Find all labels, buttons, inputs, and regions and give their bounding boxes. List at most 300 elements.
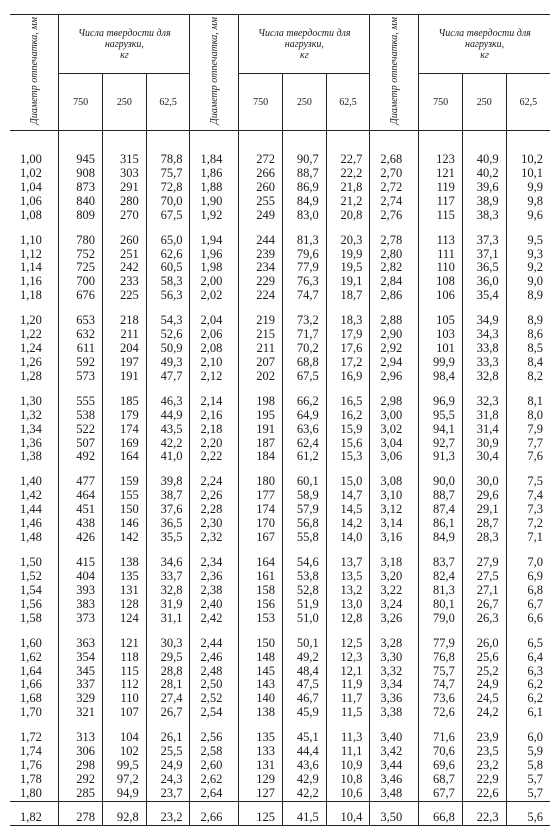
hardness-cell: 72,6 bbox=[419, 706, 463, 720]
hardness-cell: 6,7 bbox=[506, 598, 550, 612]
hardness-cell: 18,3 bbox=[326, 303, 370, 328]
hardness-cell: 303 bbox=[103, 167, 147, 181]
hardness-cell: 383 bbox=[59, 598, 103, 612]
hardness-cell: 21,8 bbox=[326, 181, 370, 195]
spacer-cell bbox=[146, 131, 190, 154]
hardness-cell: 33,7 bbox=[146, 570, 190, 584]
hardness-cell: 62,6 bbox=[146, 248, 190, 262]
table-row bbox=[10, 664, 550, 678]
diameter-cell: 3,14 bbox=[370, 517, 419, 531]
load-62-5-header: 62,5 bbox=[146, 74, 190, 131]
diameter-cell: 1,10 bbox=[20, 232, 42, 247]
hardness-cell: 337 bbox=[59, 678, 103, 692]
diameter-cell: 2,42 bbox=[190, 612, 239, 626]
table-row bbox=[10, 706, 550, 720]
hardness-cell: 84,9 bbox=[282, 195, 326, 209]
diameter-cell: 2,02 bbox=[190, 289, 239, 303]
load-750-header: 750 bbox=[239, 74, 283, 131]
hardness-cell: 96,9 bbox=[419, 384, 463, 409]
hardness-cell: 10,8 bbox=[326, 773, 370, 787]
hardness-cell: 69,6 bbox=[419, 759, 463, 773]
hardness-cell: 108 bbox=[419, 275, 463, 289]
hardness-cell: 8,9 bbox=[506, 289, 550, 303]
hardness-cell: 127 bbox=[239, 787, 283, 801]
hardness-cell: 66,8 bbox=[419, 801, 463, 825]
hardness-cell: 121 bbox=[103, 626, 147, 651]
diameter-cell: 3,08 bbox=[370, 464, 419, 489]
hardness-cell: 105 bbox=[419, 303, 463, 328]
hardness-cell: 143 bbox=[239, 678, 283, 692]
hardness-cell: 46,3 bbox=[146, 384, 190, 409]
hardness-cell: 42,2 bbox=[282, 787, 326, 801]
hardness-cell: 280 bbox=[103, 195, 147, 209]
diameter-cell: 2,08 bbox=[190, 342, 239, 356]
hardness-cell: 95,5 bbox=[419, 409, 463, 423]
hardness-cell: 306 bbox=[59, 745, 103, 759]
hardness-cell: 191 bbox=[103, 370, 147, 384]
hardness-cell: 125 bbox=[239, 801, 283, 825]
hardness-cell: 55,8 bbox=[282, 531, 326, 545]
diameter-cell: 3,40 bbox=[370, 720, 419, 745]
diameter-cell: 1,16 bbox=[20, 275, 42, 289]
hardness-cell: 292 bbox=[59, 773, 103, 787]
diameter-cell: 1,40 bbox=[20, 474, 42, 489]
spacer-cell bbox=[326, 131, 370, 154]
table-header bbox=[10, 15, 550, 131]
hardness-cell: 16,2 bbox=[326, 409, 370, 423]
hardness-cell: 840 bbox=[59, 195, 103, 209]
hardness-cell: 88,7 bbox=[282, 167, 326, 181]
hardness-cell: 48,4 bbox=[282, 664, 326, 678]
hardness-cell: 146 bbox=[103, 517, 147, 531]
hardness-cell: 21,2 bbox=[326, 195, 370, 209]
hardness-cell: 198 bbox=[239, 384, 283, 409]
table-row bbox=[10, 153, 550, 167]
table-row bbox=[10, 275, 550, 289]
table-row bbox=[10, 181, 550, 195]
hardness-cell: 82,4 bbox=[419, 570, 463, 584]
diameter-cell: 2,58 bbox=[190, 745, 239, 759]
hardness-cell: 9,0 bbox=[506, 275, 550, 289]
diameter-cell: 1,04 bbox=[20, 180, 42, 194]
spacer-cell bbox=[103, 131, 147, 154]
hardness-cell: 40,2 bbox=[462, 167, 506, 181]
hardness-cell: 7,0 bbox=[506, 545, 550, 570]
hardness-cell: 43,6 bbox=[282, 759, 326, 773]
hardness-cell: 54,3 bbox=[146, 303, 190, 328]
hardness-cell: 22,3 bbox=[462, 801, 506, 825]
table-row bbox=[10, 289, 550, 303]
header-spacer bbox=[10, 131, 550, 154]
hardness-cell: 90,7 bbox=[282, 153, 326, 167]
hardness-cell: 30,0 bbox=[462, 464, 506, 489]
hardness-cell: 522 bbox=[59, 423, 103, 437]
hardness-cell: 10,9 bbox=[326, 759, 370, 773]
diameter-cell: 2,24 bbox=[190, 464, 239, 489]
diameter-cell: 1,74 bbox=[20, 745, 42, 759]
hardness-cell: 64,9 bbox=[282, 409, 326, 423]
hardness-cell: 363 bbox=[59, 626, 103, 651]
load-250-header: 250 bbox=[282, 74, 326, 131]
hardness-header-1: Числа твердости для нагрузки, кг bbox=[59, 15, 190, 74]
hardness-cell: 13,5 bbox=[326, 570, 370, 584]
hardness-cell: 41,0 bbox=[146, 450, 190, 464]
diameter-cell: 1,12 bbox=[20, 247, 42, 261]
hardness-cell: 79,6 bbox=[282, 248, 326, 262]
hardness-cell: 10,4 bbox=[326, 801, 370, 825]
diameter-cell: 2,84 bbox=[370, 275, 419, 289]
diameter-cell: 2,16 bbox=[190, 409, 239, 423]
hardness-cell: 103 bbox=[419, 328, 463, 342]
diameter-cell: 1,52 bbox=[20, 569, 42, 584]
diameter-cell: 3,46 bbox=[370, 773, 419, 787]
diameter-cell: 2,62 bbox=[190, 773, 239, 787]
hardness-cell: 34,6 bbox=[146, 545, 190, 570]
hardness-cell: 507 bbox=[59, 437, 103, 451]
hardness-cell: 24,9 bbox=[462, 678, 506, 692]
hardness-cell: 6,1 bbox=[506, 706, 550, 720]
hardness-cell: 107 bbox=[103, 706, 147, 720]
diameter-cell: 3,22 bbox=[370, 584, 419, 598]
table-row bbox=[10, 450, 550, 464]
table-row bbox=[10, 409, 550, 423]
hardness-cell: 131 bbox=[239, 759, 283, 773]
hardness-cell: 37,1 bbox=[462, 248, 506, 262]
spacer-cell bbox=[59, 131, 103, 154]
diameter-cell: 2,46 bbox=[190, 651, 239, 665]
hardness-cell: 9,5 bbox=[506, 222, 550, 247]
table-row bbox=[10, 570, 550, 584]
hardness-cell: 25,6 bbox=[462, 651, 506, 665]
hardness-cell: 37,3 bbox=[462, 222, 506, 247]
table-row bbox=[10, 531, 550, 545]
diameter-cell: 3,06 bbox=[370, 450, 419, 464]
spacer-cell bbox=[239, 131, 283, 154]
diameter-cell: 1,22 bbox=[20, 328, 42, 342]
hardness-cell: 138 bbox=[103, 545, 147, 570]
hardness-cell: 9,9 bbox=[506, 181, 550, 195]
hardness-cell: 70,6 bbox=[419, 745, 463, 759]
hardness-cell: 28,1 bbox=[146, 678, 190, 692]
hardness-cell: 56,3 bbox=[146, 289, 190, 303]
diameter-cell: 1,80 bbox=[20, 786, 42, 800]
hardness-cell: 426 bbox=[59, 531, 103, 545]
spacer-cell bbox=[506, 131, 550, 154]
hardness-cell: 29,1 bbox=[462, 503, 506, 517]
hardness-cell: 155 bbox=[103, 489, 147, 503]
hardness-cell: 39,8 bbox=[146, 464, 190, 489]
diameter-cell: 1,20 bbox=[20, 313, 42, 328]
hardness-cell: 135 bbox=[239, 720, 283, 745]
hardness-cell: 99,9 bbox=[419, 356, 463, 370]
hardness-cell: 20,8 bbox=[326, 209, 370, 223]
diameter-cell: 2,74 bbox=[370, 195, 419, 209]
hardness-cell: 86,9 bbox=[282, 181, 326, 195]
hardness-cell: 185 bbox=[103, 384, 147, 409]
table-row bbox=[10, 801, 550, 825]
hardness-cell: 873 bbox=[59, 181, 103, 195]
hardness-cell: 119 bbox=[419, 181, 463, 195]
hardness-cell: 35,4 bbox=[462, 289, 506, 303]
hardness-cell: 285 bbox=[59, 787, 103, 801]
hardness-cell: 51,9 bbox=[282, 598, 326, 612]
hardness-cell: 33,3 bbox=[462, 356, 506, 370]
hardness-cell: 76,8 bbox=[419, 651, 463, 665]
hardness-cell: 234 bbox=[239, 261, 283, 275]
hardness-cell: 632 bbox=[59, 328, 103, 342]
hardness-cell: 45,1 bbox=[282, 720, 326, 745]
hardness-cell: 90,0 bbox=[419, 464, 463, 489]
hardness-cell: 174 bbox=[103, 423, 147, 437]
spacer-cell bbox=[282, 131, 326, 154]
diameter-cell: 1,82 bbox=[10, 801, 59, 825]
diameter-cell: 2,30 bbox=[190, 517, 239, 531]
diameter-header-2: Диаметр отпечатка, мм bbox=[190, 15, 239, 131]
hardness-cell: 117 bbox=[419, 195, 463, 209]
hardness-cell: 8,6 bbox=[506, 328, 550, 342]
hardness-cell: 27,9 bbox=[462, 545, 506, 570]
hardness-cell: 56,8 bbox=[282, 517, 326, 531]
hardness-cell: 22,6 bbox=[462, 787, 506, 801]
diameter-cell: 2,88 bbox=[370, 303, 419, 328]
hardness-cell: 47,7 bbox=[146, 370, 190, 384]
hardness-cell: 52,6 bbox=[146, 328, 190, 342]
hardness-cell: 39,6 bbox=[462, 181, 506, 195]
diameter-cell: 1,46 bbox=[20, 517, 42, 531]
hardness-cell: 133 bbox=[239, 745, 283, 759]
hardness-cell: 46,7 bbox=[282, 692, 326, 706]
hardness-cell: 373 bbox=[59, 612, 103, 626]
hardness-cell: 573 bbox=[59, 370, 103, 384]
diameter-header-1: Диаметр отпечатка, мм bbox=[10, 15, 59, 131]
hardness-cell: 94,1 bbox=[419, 423, 463, 437]
hardness-cell: 28,7 bbox=[462, 517, 506, 531]
hardness-cell: 164 bbox=[103, 450, 147, 464]
table-row bbox=[10, 328, 550, 342]
diameter-cell: 1,92 bbox=[190, 209, 239, 223]
hardness-cell: 14,0 bbox=[326, 531, 370, 545]
diameter-cell: 2,10 bbox=[190, 356, 239, 370]
hardness-cell: 204 bbox=[103, 342, 147, 356]
hardness-cell: 158 bbox=[239, 584, 283, 598]
hardness-cell: 11,9 bbox=[326, 678, 370, 692]
diameter-cell: 1,72 bbox=[20, 730, 42, 745]
hardness-cell: 50,1 bbox=[282, 626, 326, 651]
hardness-cell: 8,5 bbox=[506, 342, 550, 356]
table-row bbox=[10, 612, 550, 626]
hardness-cell: 50,9 bbox=[146, 342, 190, 356]
table-row bbox=[10, 167, 550, 181]
hardness-cell: 15,9 bbox=[326, 423, 370, 437]
hardness-cell: 34,9 bbox=[462, 303, 506, 328]
hardness-cell: 211 bbox=[239, 342, 283, 356]
hardness-cell: 92,8 bbox=[103, 801, 147, 825]
diameter-cell: 2,06 bbox=[190, 328, 239, 342]
hardness-cell: 161 bbox=[239, 570, 283, 584]
hardness-cell: 10,2 bbox=[506, 153, 550, 167]
diameter-cell: 1,44 bbox=[20, 503, 42, 517]
table-row bbox=[10, 503, 550, 517]
hardness-cell: 81,3 bbox=[419, 584, 463, 598]
hardness-cell: 138 bbox=[239, 706, 283, 720]
hardness-cell: 86,1 bbox=[419, 517, 463, 531]
hardness-header-2: Числа твердости для нагрузки, кг bbox=[239, 15, 370, 74]
table-row bbox=[10, 692, 550, 706]
hardness-cell: 780 bbox=[59, 222, 103, 247]
hardness-cell: 12,5 bbox=[326, 626, 370, 651]
diameter-cell: 1,18 bbox=[20, 289, 42, 303]
load-62-5-header: 62,5 bbox=[326, 74, 370, 131]
hardness-cell: 251 bbox=[103, 248, 147, 262]
hardness-cell: 15,6 bbox=[326, 437, 370, 451]
hardness-cell: 272 bbox=[239, 153, 283, 167]
diameter-cell: 1,86 bbox=[190, 167, 239, 181]
diameter-cell: 2,26 bbox=[190, 489, 239, 503]
hardness-cell: 28,8 bbox=[146, 664, 190, 678]
diameter-cell: 3,50 bbox=[370, 801, 419, 825]
hardness-cell: 8,9 bbox=[506, 303, 550, 328]
hardness-cell: 13,2 bbox=[326, 584, 370, 598]
hardness-cell: 41,5 bbox=[282, 801, 326, 825]
diameter-cell: 3,42 bbox=[370, 745, 419, 759]
hardness-cell: 28,3 bbox=[462, 531, 506, 545]
table-row bbox=[10, 195, 550, 209]
hardness-cell: 27,4 bbox=[146, 692, 190, 706]
diameter-cell: 2,40 bbox=[190, 598, 239, 612]
diameter-cell: 2,72 bbox=[370, 181, 419, 195]
table-row bbox=[10, 370, 550, 384]
hardness-cell: 6,3 bbox=[506, 664, 550, 678]
diameter-cell: 2,64 bbox=[190, 787, 239, 801]
table-row bbox=[10, 720, 550, 745]
diameter-cell: 1,42 bbox=[20, 489, 42, 503]
hardness-cell: 266 bbox=[239, 167, 283, 181]
hardness-cell: 7,2 bbox=[506, 517, 550, 531]
hardness-cell: 945 bbox=[59, 153, 103, 167]
hardness-cell: 123 bbox=[419, 153, 463, 167]
hardness-cell: 8,4 bbox=[506, 356, 550, 370]
diameter-cell: 2,56 bbox=[190, 720, 239, 745]
hardness-cell: 38,3 bbox=[462, 209, 506, 223]
hardness-cell: 18,7 bbox=[326, 289, 370, 303]
hardness-cell: 84,9 bbox=[419, 531, 463, 545]
diameter-cell: 2,20 bbox=[190, 437, 239, 451]
diameter-cell: 1,32 bbox=[20, 408, 42, 422]
hardness-cell: 653 bbox=[59, 303, 103, 328]
hardness-cell: 23,7 bbox=[146, 787, 190, 801]
hardness-cell: 29,5 bbox=[146, 651, 190, 665]
hardness-cell: 58,9 bbox=[282, 489, 326, 503]
hardness-cell: 345 bbox=[59, 664, 103, 678]
hardness-cell: 121 bbox=[419, 167, 463, 181]
hardness-cell: 80,1 bbox=[419, 598, 463, 612]
hardness-cell: 98,4 bbox=[419, 370, 463, 384]
hardness-cell: 5,9 bbox=[506, 745, 550, 759]
hardness-cell: 106 bbox=[419, 289, 463, 303]
diameter-cell: 1,00 bbox=[20, 153, 42, 167]
hardness-cell: 329 bbox=[59, 692, 103, 706]
hardness-cell: 195 bbox=[239, 409, 283, 423]
diameter-cell: 2,60 bbox=[190, 759, 239, 773]
diameter-cell: 2,96 bbox=[370, 370, 419, 384]
hardness-cell: 5,6 bbox=[506, 801, 550, 825]
diameter-cell: 3,28 bbox=[370, 626, 419, 651]
table-row bbox=[10, 209, 550, 223]
hardness-cell: 92,7 bbox=[419, 437, 463, 451]
hardness-cell: 36,0 bbox=[462, 275, 506, 289]
hardness-cell: 492 bbox=[59, 450, 103, 464]
hardness-cell: 19,5 bbox=[326, 261, 370, 275]
diameter-cell: 2,76 bbox=[370, 209, 419, 223]
hardness-cell: 278 bbox=[59, 801, 103, 825]
hardness-cell: 15,0 bbox=[326, 464, 370, 489]
hardness-cell: 464 bbox=[59, 489, 103, 503]
hardness-cell: 291 bbox=[103, 181, 147, 195]
hardness-cell: 22,2 bbox=[326, 167, 370, 181]
table-row bbox=[10, 342, 550, 356]
diameter-cell: 3,24 bbox=[370, 598, 419, 612]
diameter-cell: 1,06 bbox=[20, 194, 42, 208]
hardness-cell: 31,8 bbox=[462, 409, 506, 423]
diameter-cell: 3,00 bbox=[370, 409, 419, 423]
diameter-cell: 2,90 bbox=[370, 328, 419, 342]
table-row bbox=[10, 303, 550, 328]
hardness-cell: 11,3 bbox=[326, 720, 370, 745]
diameter-cell: 1,28 bbox=[20, 369, 42, 383]
diameter-cell: 2,70 bbox=[370, 167, 419, 181]
hardness-cell: 13,0 bbox=[326, 598, 370, 612]
diameter-cell: 1,70 bbox=[20, 706, 42, 720]
hardness-cell: 19,9 bbox=[326, 248, 370, 262]
load-250-header: 250 bbox=[462, 74, 506, 131]
hardness-cell: 101 bbox=[419, 342, 463, 356]
hardness-cell: 26,7 bbox=[146, 706, 190, 720]
diameter-cell: 1,66 bbox=[20, 678, 42, 692]
hardness-cell: 83,7 bbox=[419, 545, 463, 570]
diameter-cell: 2,32 bbox=[190, 531, 239, 545]
hardness-cell: 140 bbox=[239, 692, 283, 706]
diameter-cell: 3,26 bbox=[370, 612, 419, 626]
hardness-cell: 725 bbox=[59, 261, 103, 275]
hardness-cell: 908 bbox=[59, 167, 103, 181]
hardness-cell: 12,3 bbox=[326, 651, 370, 665]
hardness-cell: 9,2 bbox=[506, 261, 550, 275]
hardness-cell: 118 bbox=[103, 651, 147, 665]
hardness-cell: 35,5 bbox=[146, 531, 190, 545]
diameter-cell: 1,54 bbox=[20, 583, 42, 597]
hardness-cell: 11,7 bbox=[326, 692, 370, 706]
hardness-cell: 555 bbox=[59, 384, 103, 409]
table-row bbox=[10, 489, 550, 503]
hardness-cell: 29,6 bbox=[462, 489, 506, 503]
hardness-cell: 9,8 bbox=[506, 195, 550, 209]
hardness-cell: 62,4 bbox=[282, 437, 326, 451]
hardness-cell: 170 bbox=[239, 517, 283, 531]
table-row bbox=[10, 222, 550, 247]
hardness-cell: 5,7 bbox=[506, 773, 550, 787]
hardness-cell: 174 bbox=[239, 503, 283, 517]
hardness-cell: 30,9 bbox=[462, 437, 506, 451]
hardness-cell: 211 bbox=[103, 328, 147, 342]
hardness-cell: 313 bbox=[59, 720, 103, 745]
hardness-cell: 438 bbox=[59, 517, 103, 531]
hardness-cell: 26,0 bbox=[462, 626, 506, 651]
hardness-cell: 72,8 bbox=[146, 181, 190, 195]
diameter-cell: 2,34 bbox=[190, 545, 239, 570]
spacer-cell bbox=[462, 131, 506, 154]
diameter-cell: 1,78 bbox=[20, 772, 42, 786]
hardness-cell: 113 bbox=[419, 222, 463, 247]
